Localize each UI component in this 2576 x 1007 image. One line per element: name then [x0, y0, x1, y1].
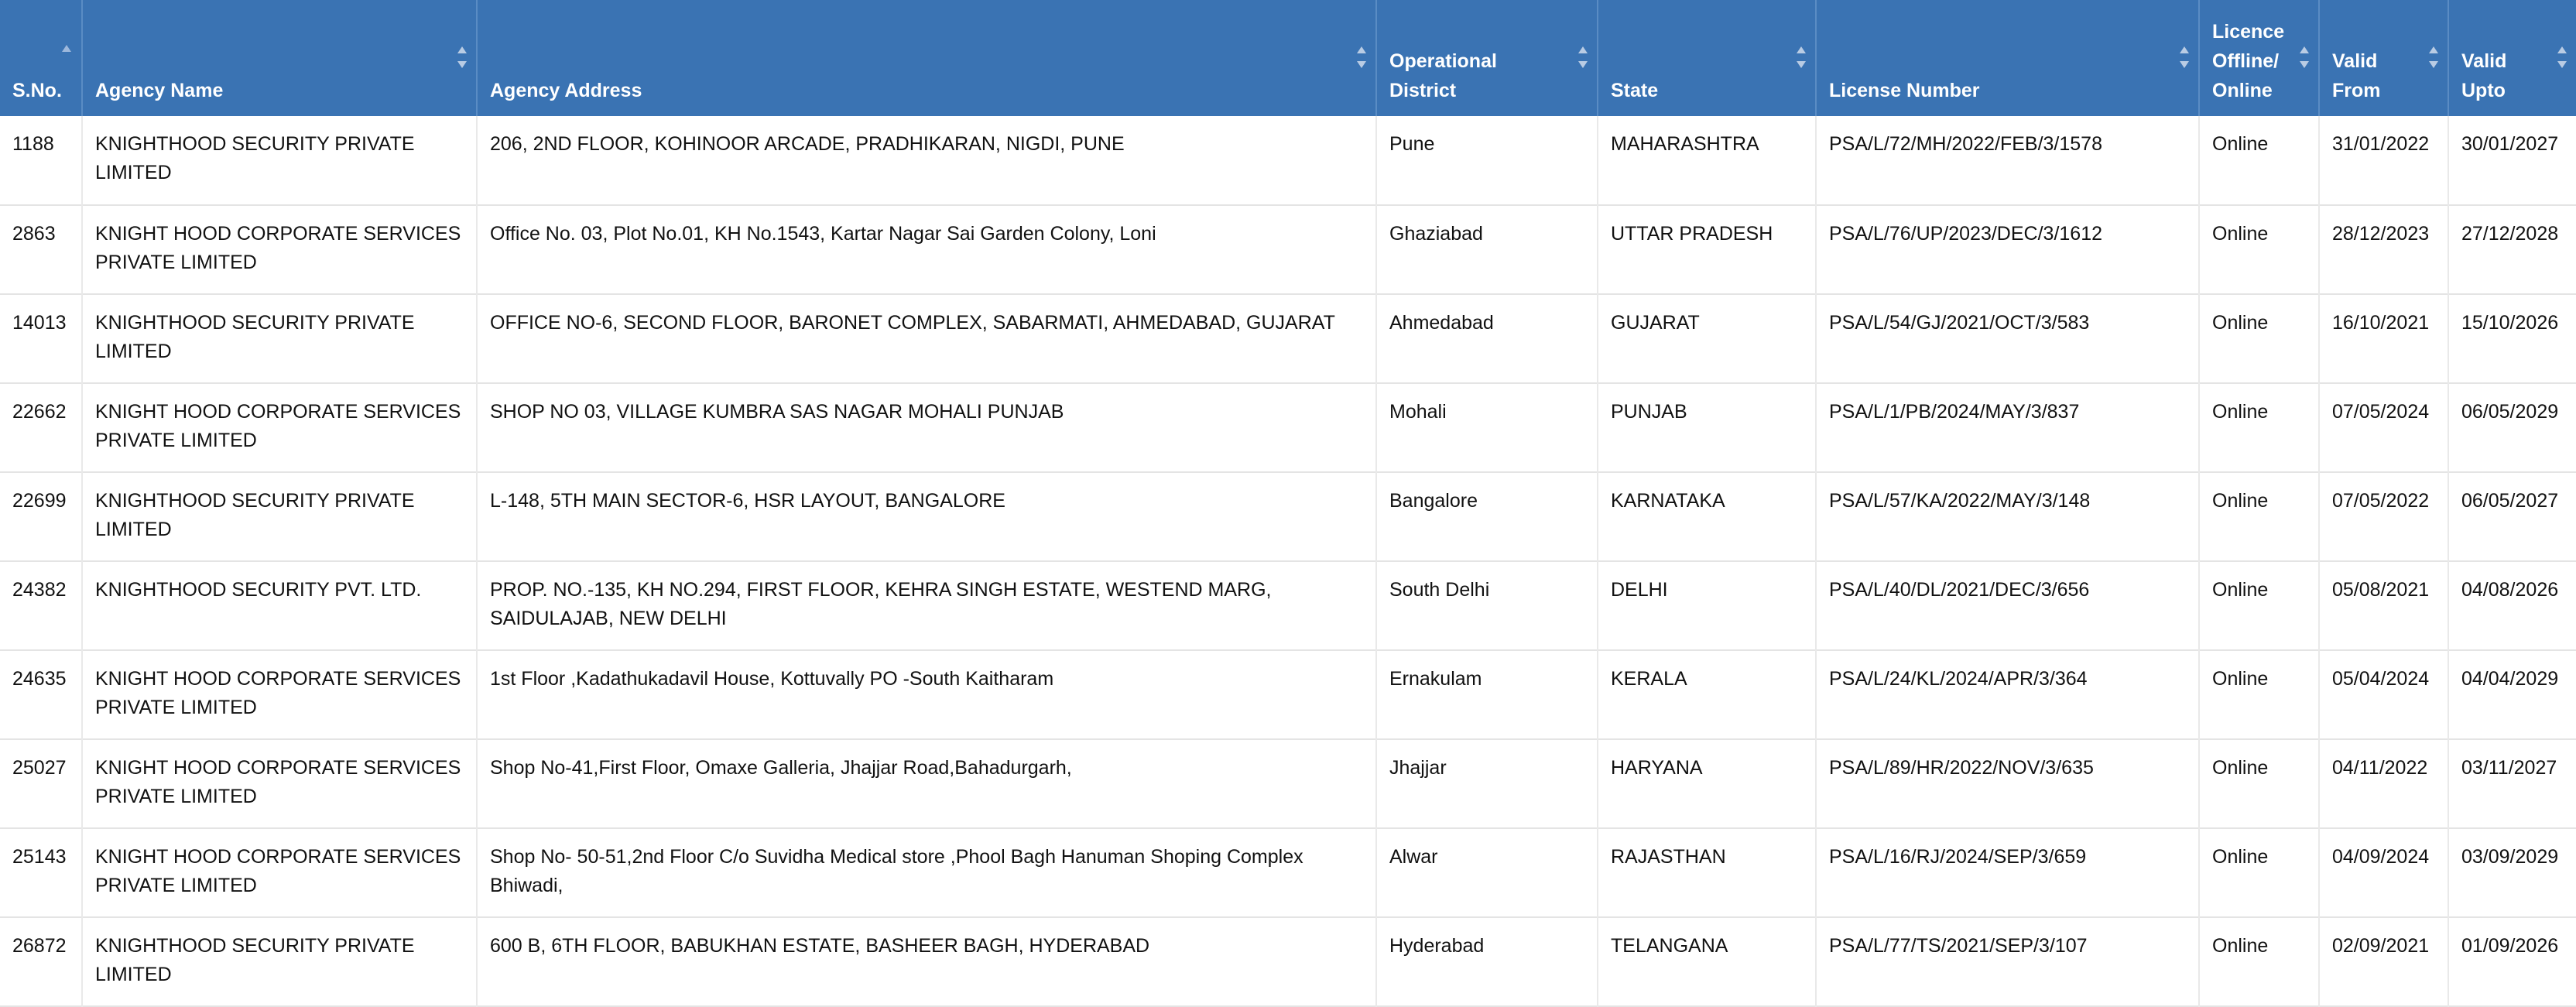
cell-operational-district: Mohali	[1376, 383, 1598, 472]
column-header-agency-name[interactable]	[82, 0, 477, 116]
cell-agency-address: 206, 2ND FLOOR, KOHINOOR ARCADE, PRADHIKARAN, NIGDI, PUNE	[477, 116, 1376, 205]
column-header-licence-mode[interactable]	[2199, 0, 2319, 116]
cell-valid-upto: 04/08/2026	[2461, 579, 2559, 601]
column-header-license-number[interactable]	[1816, 0, 2199, 116]
cell-valid-upto: 30/01/2027	[2461, 133, 2559, 155]
column-header-operational-district[interactable]	[1376, 0, 1598, 116]
cell-sno: 24635	[0, 650, 82, 739]
cell-licence-mode: Online	[2199, 383, 2319, 472]
column-header-label: Licence Offline/ Online	[2212, 21, 2285, 101]
cell-agency-name: KNIGHTHOOD SECURITY PRIVATE LIMITED	[82, 116, 477, 205]
column-header-valid-from[interactable]	[2319, 0, 2448, 116]
column-header-label: License Number	[1829, 80, 1980, 101]
sort-icon	[2300, 46, 2309, 68]
cell-licence-mode: Online	[2199, 828, 2319, 917]
cell-state: GUJARAT	[1598, 294, 1816, 383]
cell-agency-address: 600 B, 6TH FLOOR, BABUKHAN ESTATE, BASHEER BAGH, HYDERABAD	[477, 917, 1376, 1006]
cell-agency-address: OFFICE NO-6, SECOND FLOOR, BARONET COMPLEX, SABARMATI, AHMEDABAD, GUJARAT	[477, 294, 1376, 383]
table-body	[0, 116, 2576, 1006]
table-row	[0, 828, 2576, 917]
cell-operational-district: Bangalore	[1376, 472, 1598, 561]
cell-valid-from: 05/04/2024	[2319, 650, 2448, 739]
cell-agency-address: Shop No-41,First Floor, Omaxe Galleria, Jhajjar Road,Bahadurgarh,	[477, 739, 1376, 828]
cell-valid-upto: 03/11/2027	[2461, 757, 2557, 779]
column-header-label: Agency Address	[490, 80, 642, 101]
cell-agency-name: KNIGHTHOOD SECURITY PRIVATE LIMITED	[82, 917, 477, 1006]
cell-agency-address: 1st Floor ,Kadathukadavil House, Kottuvally PO -South Kaitharam	[477, 650, 1376, 739]
cell-state: KERALA	[1598, 650, 1816, 739]
cell-sno: 1188	[0, 116, 82, 205]
column-header-label: S.No.	[12, 80, 62, 101]
cell-sno: 14013	[0, 294, 82, 383]
sort-icon	[2429, 46, 2438, 68]
cell-state: UTTAR PRADESH	[1598, 205, 1816, 294]
cell-valid-upto: 06/05/2029	[2461, 401, 2559, 423]
cell-state: PUNJAB	[1598, 383, 1816, 472]
cell-valid-from: 07/05/2024	[2319, 383, 2448, 472]
column-header-state[interactable]	[1598, 0, 1816, 116]
cell-sno: 26872	[0, 917, 82, 1006]
cell-state: KARNATAKA	[1598, 472, 1816, 561]
cell-operational-district: Pune	[1376, 116, 1598, 205]
table-row	[0, 472, 2576, 561]
table-row	[0, 739, 2576, 828]
cell-licence-mode: Online	[2199, 650, 2319, 739]
column-header-valid-upto[interactable]	[2448, 0, 2576, 116]
column-header-label: Operational District	[1389, 50, 1497, 101]
cell-license-number: PSA/L/1/PB/2024/MAY/3/837	[1816, 383, 2199, 472]
cell-license-number: PSA/L/72/MH/2022/FEB/3/1578	[1816, 116, 2199, 205]
column-header-label: Valid From	[2332, 50, 2381, 101]
sort-icon	[2557, 46, 2567, 68]
cell-state: DELHI	[1598, 561, 1816, 650]
cell-operational-district: Ghaziabad	[1376, 205, 1598, 294]
cell-valid-from: 04/09/2024	[2319, 828, 2448, 917]
cell-licence-mode: Online	[2199, 561, 2319, 650]
cell-sno: 2863	[0, 205, 82, 294]
cell-agency-name: KNIGHT HOOD CORPORATE SERVICES PRIVATE LIMITED	[82, 650, 477, 739]
cell-agency-address: SHOP NO 03, VILLAGE KUMBRA SAS NAGAR MOHALI PUNJAB	[477, 383, 1376, 472]
cell-valid-from: 04/11/2022	[2319, 739, 2448, 828]
column-header-sno[interactable]	[0, 0, 82, 116]
cell-licence-mode: Online	[2199, 294, 2319, 383]
cell-license-number: PSA/L/89/HR/2022/NOV/3/635	[1816, 739, 2199, 828]
cell-state: MAHARASHTRA	[1598, 116, 1816, 205]
cell-sno: 22662	[0, 383, 82, 472]
cell-valid-from: 31/01/2022	[2319, 116, 2448, 205]
cell-agency-address: Office No. 03, Plot No.01, KH No.1543, Kartar Nagar Sai Garden Colony, Loni	[477, 205, 1376, 294]
cell-license-number: PSA/L/77/TS/2021/SEP/3/107	[1816, 917, 2199, 1006]
column-header-label: Valid Upto	[2461, 50, 2507, 101]
table-row	[0, 917, 2576, 1006]
cell-agency-name: KNIGHT HOOD CORPORATE SERVICES PRIVATE LIMITED	[82, 205, 477, 294]
cell-agency-name: KNIGHTHOOD SECURITY PVT. LTD.	[82, 561, 477, 650]
cell-license-number: PSA/L/40/DL/2021/DEC/3/656	[1816, 561, 2199, 650]
table-row	[0, 650, 2576, 739]
table-row	[0, 383, 2576, 472]
cell-licence-mode: Online	[2199, 917, 2319, 1006]
table-row	[0, 561, 2576, 650]
cell-agency-name: KNIGHT HOOD CORPORATE SERVICES PRIVATE LIMITED	[82, 383, 477, 472]
cell-operational-district: Jhajjar	[1376, 739, 1598, 828]
cell-license-number: PSA/L/76/UP/2023/DEC/3/1612	[1816, 205, 2199, 294]
cell-state: HARYANA	[1598, 739, 1816, 828]
cell-sno: 22699	[0, 472, 82, 561]
column-header-label: State	[1611, 80, 1659, 101]
cell-operational-district: Ahmedabad	[1376, 294, 1598, 383]
table-row	[0, 116, 2576, 205]
sort-icon	[1357, 46, 1366, 68]
cell-license-number: PSA/L/54/GJ/2021/OCT/3/583	[1816, 294, 2199, 383]
cell-licence-mode: Online	[2199, 472, 2319, 561]
column-header-label: Agency Name	[95, 80, 224, 101]
cell-valid-upto: 27/12/2028	[2461, 223, 2559, 245]
cell-valid-from: 05/08/2021	[2319, 561, 2448, 650]
cell-operational-district: South Delhi	[1376, 561, 1598, 650]
cell-operational-district: Alwar	[1376, 828, 1598, 917]
cell-valid-upto: 06/05/2027	[2461, 490, 2559, 512]
cell-valid-from: 28/12/2023	[2319, 205, 2448, 294]
cell-valid-upto: 01/09/2026	[2461, 935, 2559, 957]
cell-state: TELANGANA	[1598, 917, 1816, 1006]
cell-sno: 24382	[0, 561, 82, 650]
cell-agency-address: Shop No- 50-51,2nd Floor C/o Suvidha Medical store ,Phool Bagh Hanuman Shoping Complex Bhiwadi,	[477, 828, 1376, 917]
cell-state: RAJASTHAN	[1598, 828, 1816, 917]
cell-sno: 25143	[0, 828, 82, 917]
table-header-row	[0, 0, 2576, 116]
cell-licence-mode: Online	[2199, 116, 2319, 205]
cell-license-number: PSA/L/16/RJ/2024/SEP/3/659	[1816, 828, 2199, 917]
sort-icon	[2180, 46, 2189, 68]
cell-operational-district: Ernakulam	[1376, 650, 1598, 739]
cell-valid-from: 02/09/2021	[2319, 917, 2448, 1006]
cell-valid-upto: 04/04/2029	[2461, 668, 2559, 690]
cell-agency-name: KNIGHTHOOD SECURITY PRIVATE LIMITED	[82, 472, 477, 561]
cell-valid-from: 16/10/2021	[2319, 294, 2448, 383]
cell-agency-address: PROP. NO.-135, KH NO.294, FIRST FLOOR, KEHRA SINGH ESTATE, WESTEND MARG, SAIDULAJAB, NEW DELHI	[477, 561, 1376, 650]
cell-sno: 25027	[0, 739, 82, 828]
cell-valid-upto: 03/09/2029	[2461, 846, 2559, 868]
cell-agency-address: L-148, 5TH MAIN SECTOR-6, HSR LAYOUT, BANGALORE	[477, 472, 1376, 561]
cell-operational-district: Hyderabad	[1376, 917, 1598, 1006]
sort-icon	[1797, 46, 1806, 68]
cell-agency-name: KNIGHT HOOD CORPORATE SERVICES PRIVATE LIMITED	[82, 739, 477, 828]
cell-licence-mode: Online	[2199, 205, 2319, 294]
sort-icon	[1578, 46, 1588, 68]
column-header-agency-address[interactable]	[477, 0, 1376, 116]
cell-agency-name: KNIGHT HOOD CORPORATE SERVICES PRIVATE LIMITED	[82, 828, 477, 917]
table-row	[0, 294, 2576, 383]
table-row	[0, 205, 2576, 294]
cell-licence-mode: Online	[2199, 739, 2319, 828]
cell-agency-name: KNIGHTHOOD SECURITY PRIVATE LIMITED	[82, 294, 477, 383]
cell-license-number: PSA/L/57/KA/2022/MAY/3/148	[1816, 472, 2199, 561]
cell-valid-upto: 15/10/2026	[2461, 312, 2559, 334]
cell-valid-from: 07/05/2022	[2319, 472, 2448, 561]
cell-license-number: PSA/L/24/KL/2024/APR/3/364	[1816, 650, 2199, 739]
sort-asc-icon	[62, 45, 71, 67]
sort-icon	[457, 46, 467, 68]
